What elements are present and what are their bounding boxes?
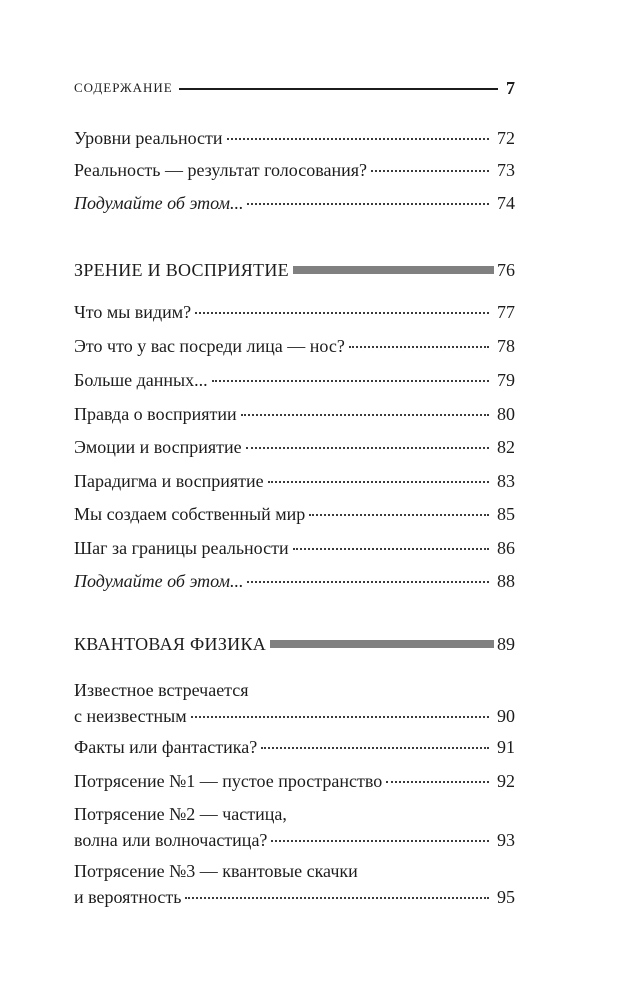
toc-entry-title: Уровни реальности (74, 128, 223, 148)
toc-entry[interactable] (74, 333, 515, 359)
toc-entry-title-line: Потрясение №3 — квантовые скачки (74, 861, 358, 881)
toc-entry-page: 91 (497, 737, 515, 757)
toc-entry-title: Потрясение №1 — пустое пространство (74, 771, 383, 791)
toc-entry-page: 82 (497, 437, 515, 457)
toc-entry-title: Подумайте об этом... (74, 193, 244, 213)
dot-leader (386, 781, 489, 783)
header-rule (179, 88, 498, 90)
dot-leader (247, 203, 489, 205)
section-title: КВАНТОВАЯ ФИЗИКА (74, 633, 267, 654)
section-bar (293, 266, 494, 274)
toc-entry[interactable] (74, 858, 515, 910)
toc-entry-page: 88 (497, 571, 515, 591)
toc-entry-title: с неизвестным (74, 706, 187, 726)
toc-entry-title: Мы создаем собственный мир (74, 504, 306, 524)
toc-entry-title: Парадигма и восприятие (74, 471, 264, 491)
toc-entry-title: Факты или фантастика? (74, 737, 258, 757)
toc-entry-page: 92 (497, 771, 515, 791)
dot-leader (185, 897, 489, 899)
dot-leader (268, 481, 489, 483)
dot-leader (371, 170, 489, 172)
toc-entry-page: 90 (497, 706, 515, 726)
toc-entry[interactable] (74, 434, 515, 460)
running-header (74, 78, 515, 98)
dot-leader (349, 346, 489, 348)
toc-entry[interactable] (74, 468, 515, 494)
toc-entry-page: 83 (497, 471, 515, 491)
toc-entry-title: Реальность — результат голосования? (74, 160, 368, 180)
section-title: ЗРЕНИЕ И ВОСПРИЯТИЕ (74, 259, 289, 280)
toc-entry[interactable] (74, 734, 515, 760)
dot-leader (293, 548, 489, 550)
toc-entry[interactable] (74, 299, 515, 325)
section-page: 89 (497, 633, 515, 654)
toc-entry-page: 78 (497, 336, 515, 356)
toc-entry-page: 79 (497, 370, 515, 390)
toc-entry-title: Это что у вас посреди лица — нос? (74, 336, 345, 356)
toc-entry-page: 93 (497, 830, 515, 850)
section-bar (270, 640, 494, 648)
toc-entry[interactable] (74, 568, 515, 594)
page-number: 7 (506, 77, 515, 98)
toc-entry-title: Что мы видим? (74, 302, 192, 322)
toc-entry[interactable] (74, 157, 515, 183)
dot-leader (261, 747, 489, 749)
dot-leader (227, 138, 489, 140)
toc-entry[interactable] (74, 677, 515, 729)
toc-entry-page: 77 (497, 302, 515, 322)
toc-entry-title: Подумайте об этом... (74, 571, 244, 591)
dot-leader (241, 414, 489, 416)
section-heading[interactable] (74, 631, 515, 657)
toc-page (74, 0, 515, 1000)
toc-entry-page: 85 (497, 504, 515, 524)
dot-leader (271, 840, 489, 842)
toc-entry-title: Больше данных... (74, 370, 208, 390)
toc-entry-page: 95 (497, 887, 515, 907)
toc-entry[interactable] (74, 125, 515, 151)
toc-entry[interactable] (74, 190, 515, 216)
toc-entry-title: Правда о восприятии (74, 404, 237, 424)
toc-entry-title: Шаг за границы реальности (74, 538, 289, 558)
dot-leader (195, 312, 489, 314)
toc-entry[interactable] (74, 535, 515, 561)
toc-entry-title-line: Известное встречается (74, 680, 249, 700)
toc-entry-title: волна или волночастица? (74, 830, 268, 850)
toc-entry-page: 74 (497, 193, 515, 213)
section-heading[interactable] (74, 257, 515, 283)
toc-entry[interactable] (74, 768, 515, 794)
toc-entry-title: Эмоции и восприятие (74, 437, 242, 457)
dot-leader (309, 514, 489, 516)
dot-leader (191, 716, 489, 718)
toc-entry[interactable] (74, 367, 515, 393)
dot-leader (212, 380, 489, 382)
toc-entry[interactable] (74, 801, 515, 853)
toc-entry-page: 72 (497, 128, 515, 148)
toc-entry-page: 80 (497, 404, 515, 424)
toc-entry[interactable] (74, 401, 515, 427)
toc-entry[interactable] (74, 501, 515, 527)
toc-entry-title: и вероятность (74, 887, 182, 907)
dot-leader (247, 581, 489, 583)
toc-entry-title-line: Потрясение №2 — частица, (74, 804, 287, 824)
running-header-title: СОДЕРЖАНИЕ (74, 80, 173, 95)
section-page: 76 (497, 259, 515, 280)
dot-leader (246, 447, 489, 449)
toc-entry-page: 86 (497, 538, 515, 558)
toc-entry-page: 73 (497, 160, 515, 180)
